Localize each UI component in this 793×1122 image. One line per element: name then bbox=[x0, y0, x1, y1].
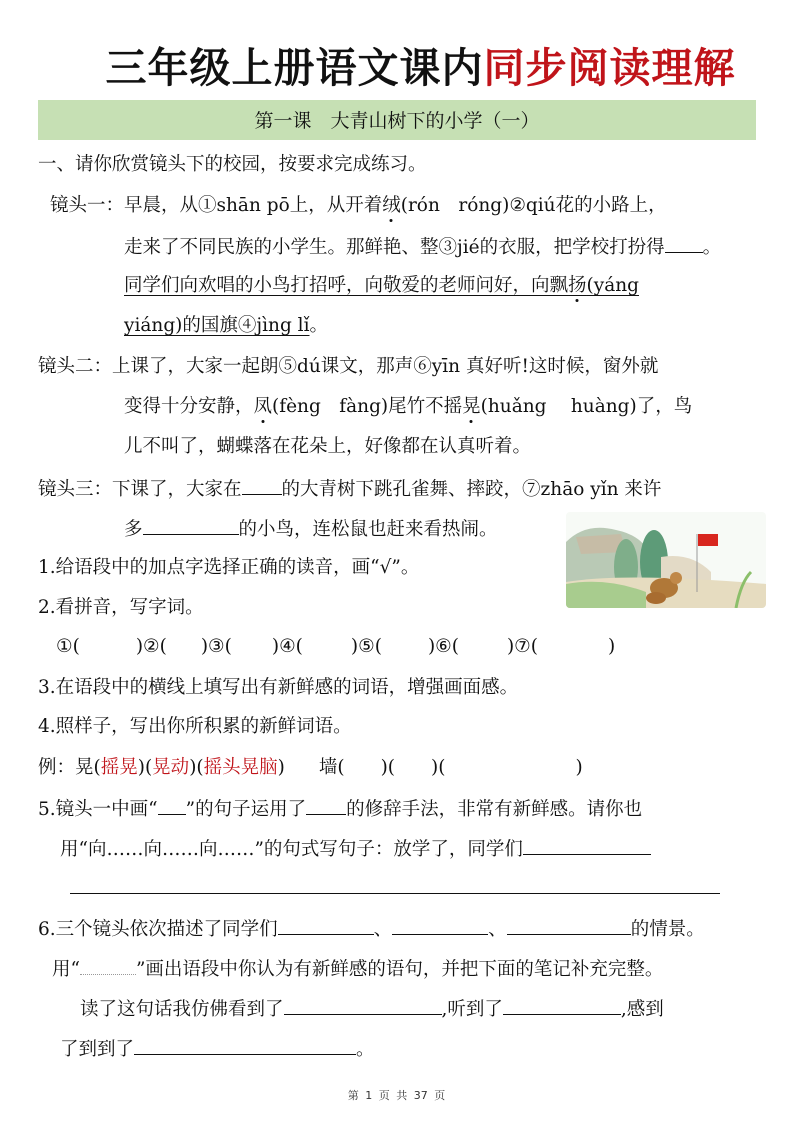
title-black-part: 三年级上册语文课内 bbox=[105, 44, 484, 92]
fill-blank[interactable] bbox=[392, 916, 488, 935]
lesson-banner: 第一课 大青山树下的小学（一） bbox=[38, 100, 756, 140]
shot2-line2: 变得十分安静，凤(fèng fàng)尾竹不摇晃(huǎng huàng)了，鸟 bbox=[124, 396, 693, 417]
answer-line[interactable] bbox=[70, 893, 720, 894]
question-6-note-line1: 读了这句话我仿佛看到了 ,听到了 ,感到 bbox=[80, 996, 664, 1022]
fill-blank[interactable] bbox=[158, 796, 186, 815]
fill-blank[interactable] bbox=[523, 836, 651, 855]
question-2: 2.看拼音，写字词。 bbox=[38, 597, 204, 618]
question-1: 1.给语段中的加点字选择正确的读音，画“√”。 bbox=[38, 557, 420, 578]
fill-blank[interactable] bbox=[284, 996, 442, 1015]
page-number: 第 1 页 共 37 页 bbox=[347, 1089, 446, 1102]
shot1-line2: 走来了不同民族的小学生。那鲜艳、整③jié的衣服，把学校打扮得 。 bbox=[124, 234, 721, 260]
dotted-char: 绒 bbox=[382, 195, 401, 216]
fill-blank[interactable] bbox=[507, 916, 631, 935]
shot3-line2: 多 的小鸟，连松鼠也赶来看热闹。 bbox=[124, 516, 498, 542]
scene-illustration-icon bbox=[566, 512, 766, 608]
fill-blank[interactable] bbox=[278, 916, 374, 935]
title-red-part: 同步阅读理解 bbox=[483, 44, 736, 92]
dotted-char: 凤 bbox=[253, 396, 273, 417]
q2-answer-slots: ①( )②( )③( )④( )⑤( )⑥( )⑦( ) bbox=[56, 636, 616, 657]
question-5-line1: 5.镜头一中画“ ”的句子运用了 的修辞手法，非常有新鲜感。请你也 bbox=[38, 796, 642, 822]
section-heading: 一、请你欣赏镜头下的校园，按要求完成练习。 bbox=[38, 154, 427, 175]
question-3: 3.在语段中的横线上填写出有新鲜感的词语，增强画面感。 bbox=[38, 677, 519, 698]
question-6-note-line2: 了到到了 。 bbox=[60, 1036, 375, 1062]
question-6-line1: 6.三个镜头依次描述了同学们 、 、 的情景。 bbox=[38, 916, 705, 942]
dotted-char: 扬 bbox=[568, 275, 587, 296]
question-4: 4.照样子，写出你所积累的新鲜词语。 bbox=[38, 716, 352, 737]
q4-example-row: 例：晃(摇晃)(晃动)(摇头晃脑) 墙( )( )( ) bbox=[38, 757, 583, 778]
fill-blank[interactable] bbox=[306, 796, 346, 815]
fill-blank[interactable] bbox=[665, 234, 703, 253]
fill-blank[interactable] bbox=[134, 1036, 356, 1055]
fill-blank[interactable] bbox=[503, 996, 621, 1015]
fill-blank[interactable] bbox=[143, 516, 239, 535]
shot3-line1: 镜头三：下课了，大家在 的大青树下跳孔雀舞、摔跤，⑦zhāo yǐn 来许 bbox=[38, 476, 661, 502]
wavy-underline-sample bbox=[80, 956, 136, 975]
shot2-line3: 儿不叫了，蝴蝶落在花朵上，好像都在认真听着。 bbox=[124, 436, 532, 457]
shot2-line1: 镜头二：上课了，大家一起朗⑤dú课文，那声⑥yīn 真好听!这时候，窗外就 bbox=[38, 356, 659, 377]
shot1-line3-underlined: 同学们向欢唱的小鸟打招呼，向敬爱的老师问好，向飘扬(yáng bbox=[124, 275, 639, 296]
illustration-image bbox=[566, 512, 766, 608]
dotted-char: 晃 bbox=[462, 396, 481, 417]
example-word: 晃动 bbox=[152, 757, 190, 778]
fill-blank[interactable] bbox=[242, 476, 282, 495]
question-6-line2: 用“ ”画出语段中你认为有新鲜感的语句，并把下面的笔记补充完整。 bbox=[52, 956, 663, 982]
shot1-line4: yiáng)的国旗④jìng lǐ。 bbox=[124, 315, 329, 336]
shot1-line1: 镜头一：早晨，从①shān pō上，从开着绒(rón róng)②qiú花的小路上， bbox=[50, 195, 667, 216]
example-word: 摇晃 bbox=[100, 757, 138, 778]
example-word: 摇头晃脑 bbox=[203, 757, 278, 778]
document-title bbox=[0, 40, 793, 96]
question-5-line2: 用“向……向……向……”的句式写句子：放学了，同学们 bbox=[60, 836, 651, 862]
